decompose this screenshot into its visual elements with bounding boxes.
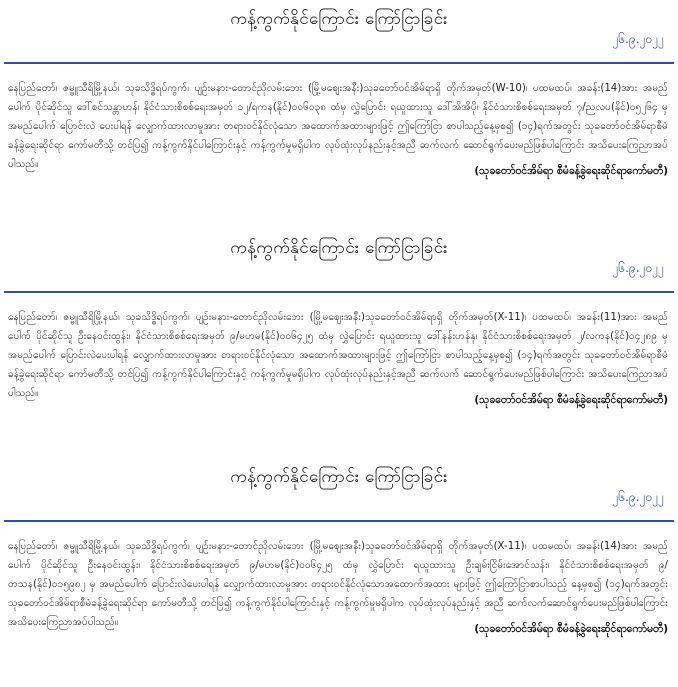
notice-signature: (သုခတော်ဝင်အိမ်ရာ စီမံခန့်ခွဲရေးဆိုင်ရာကော်မတီ) (474, 623, 668, 635)
notice-2 (0, 229, 678, 458)
notice-date: ၂၆.၉.၂၀၂၂ (612, 261, 664, 275)
notice-title: ကန့်ကွက်နိုင်ကြောင်း ကြော်ငြာခြင်း (230, 467, 448, 487)
notice-date: ၂၆.၉.၂၀၂၂ (612, 490, 664, 504)
divider (4, 520, 674, 522)
notice-body: နေပြည်တော်၊ ဇမ္ဗူသီရိမြို့နယ်၊ သုခသိဒ္ဓိရပ်ကွက်၊ ပျဉ်းမနား-တောင်ညိုလမ်းဘေး (မြို့မဈေးအနီး)သုခတော်ဝင်အိမ်ရာရှိ တိုက်အမှတ်(X-11)၊ ပထမထပ်၊ အခန်း(11)အား အမည်ပေါက် ပိုင်ဆိုင်သူ ဦးနေဝင်းထွန်း၊ နိုင်ငံသားစိစစ်ရေးအမှတ် ၉/မဟမ(နိုင်)၀၀၆၄၂၅ ထံမှ လွှဲပြောင်း ရယူထားသူ ဒေါ်နန်းဟန်နု၊ နိုင်ငံသားစိစစ်ရေးအမှတ် ၂/လကန(နိုင်)၀၄၂၈၉ မှ အမည်ပေါက် ပြောင်းလဲပေးပါရန် လျှောက်ထားလာမှုအား တရားဝင်နိုင်လုံသော အထောက်အထားများဖြင့် ဤကြော်ငြာ စာပါသည့်နေ့မှစ၍ (၁၄)ရက်အတွင်း သုခတော်ဝင်အိမ်ရာစီမံခန့်ခွဲရေးဆိုင်ရာ ကော်မတီသို့ တင်ပြ၍ ကန့်ကွက်နိုင်ပါကြောင်းနှင့် ကန့်ကွက်မှုမရှိပါက လုပ်ထုံးလုပ်နည်းနှင့်အညီ ဆက်လက် ဆောင်ရွက်ပေးမည်ဖြစ်ပါကြောင်း အသိပေးကြေညာအပ်ပါသည်။ (8, 312, 668, 399)
divider (4, 62, 674, 64)
notice-3 (0, 458, 678, 687)
notice-date: ၂၆.၉.၂၀၂၂ (612, 32, 664, 46)
notice-title: ကန့်ကွက်နိုင်ကြောင်း ကြော်ငြာခြင်း (230, 9, 448, 29)
notice-signature: (သုခတော်ဝင်အိမ်ရာ စီမံခန့်ခွဲရေးဆိုင်ရာကော်မတီ) (474, 165, 668, 177)
notice-1 (0, 0, 678, 229)
notice-body: နေပြည်တော်၊ ဇမ္ဗူသီရိမြို့နယ်၊ သုခသိဒ္ဓိရပ်ကွက်၊ ပျဉ်းမနား-တောင်ညိုလမ်းဘေး (မြို့မဈေးအနီး)သုခတော်ဝင်အိမ်ရာရှိ တိုက်အမှတ်(X-11)၊ ပထမထပ်၊ အခန်း(14)အား အမည်ပေါက် ပိုင်ဆိုင်သူ ဦးနေဝင်းထွန်း၊ နိုင်ငံသားစိစစ်ရေးအမှတ် ၉/မဟမ(နိုင်)၀၀၆၄၂၅ ထံမှ လွှဲပြောင်း ရယူထားသူ ဦးချမ်းငြိမ်းအောင်သန်း၊ နိုင်ငံသားစိစစ်ရေးအမှတ် ၉/တသန(နိုင်)၀၁၅၉၈၂ မှ အမည်ပေါက် ပြောင်းလဲပေးပါရန် လျှောက်ထားလာမှုအား တရားဝင်နိုင်လုံသောအထောက်အထား များဖြင့် ဤကြော်ငြာစာပါသည့် နေ့မှစ၍ (၁၄)ရက်အတွင်း သုခတော်ဝင်အိမ်ရာစီမံခန့်ခွဲရေးဆိုင်ရာ ကော်မတီသို့ တင်ပြ၍ ကန့်ကွက်နိုင်ပါကြောင်းနှင့် ကန့်ကွက်မှုမရှိပါက လုပ်ထုံးလုပ်နည်းနှင့် အညီ ဆက်လက်ဆောင်ရွက်ပေးမည်ဖြစ်ပါကြောင်း အသိပေးကြေညာအပ်ပါသည်။ (8, 541, 668, 628)
notice-body: နေပြည်တော်၊ ဇမ္ဗူသီရိမြို့နယ်၊ သုခသိဒ္ဓိရပ်ကွက်၊ ပျဉ်းမနား-တောင်ညိုလမ်းဘေး (မြို့မဈေးအနီး)သုခတော်ဝင်အိမ်ရာရှိ တိုက်အမှတ်(W-10)၊ ပထမထပ်၊ အခန်း(14)အား အမည်ပေါက် ပိုင်ဆိုင်သူ ဒေါ်စင်သန္တာဟန်၊ နိုင်ငံသားစိစစ်ရေးအမှတ် ၁၂/ရကန(နိုင်)၀၀၆၀၃၈ ထံမှ လွှဲပြောင်း ရယူထားသူ ဒေါ်အိအိပို၊ နိုင်ငံသားစိစစ်ရေးအမှတ် ၇/ညလပ(နိုင်)၀၅၂၆၄ မှ အမည်ပေါက် ပြောင်းလဲ ပေးပါရန် လျှောက်ထားလာမှုအား တရားဝင်နိုင်လုံသော အထောက်အထားများဖြင့် ဤကြော်ငြာ စာပါသည့်နေ့မှစ၍ (၁၄)ရက်အတွင်း သုခတော်ဝင်အိမ်ရာစီမံခန့်ခွဲရေးဆိုင်ရာ ကော်မတီသို့ တင်ပြ၍ ကန့်ကွက်နိုင်ပါကြောင်းနှင့် ကန့်ကွက်မှုမရှိပါက လုပ်ထုံးလုပ်နည်းနှင့်အညီ ဆက်လက် ဆောင်ရွက်ပေးမည်ဖြစ်ပါကြောင်း အသိပေးကြေညာအပ်ပါသည်။ (8, 83, 668, 170)
divider (4, 291, 674, 293)
notice-title: ကန့်ကွက်နိုင်ကြောင်း ကြော်ငြာခြင်း (230, 238, 448, 258)
notice-signature: (သုခတော်ဝင်အိမ်ရာ စီမံခန့်ခွဲရေးဆိုင်ရာကော်မတီ) (474, 394, 668, 406)
